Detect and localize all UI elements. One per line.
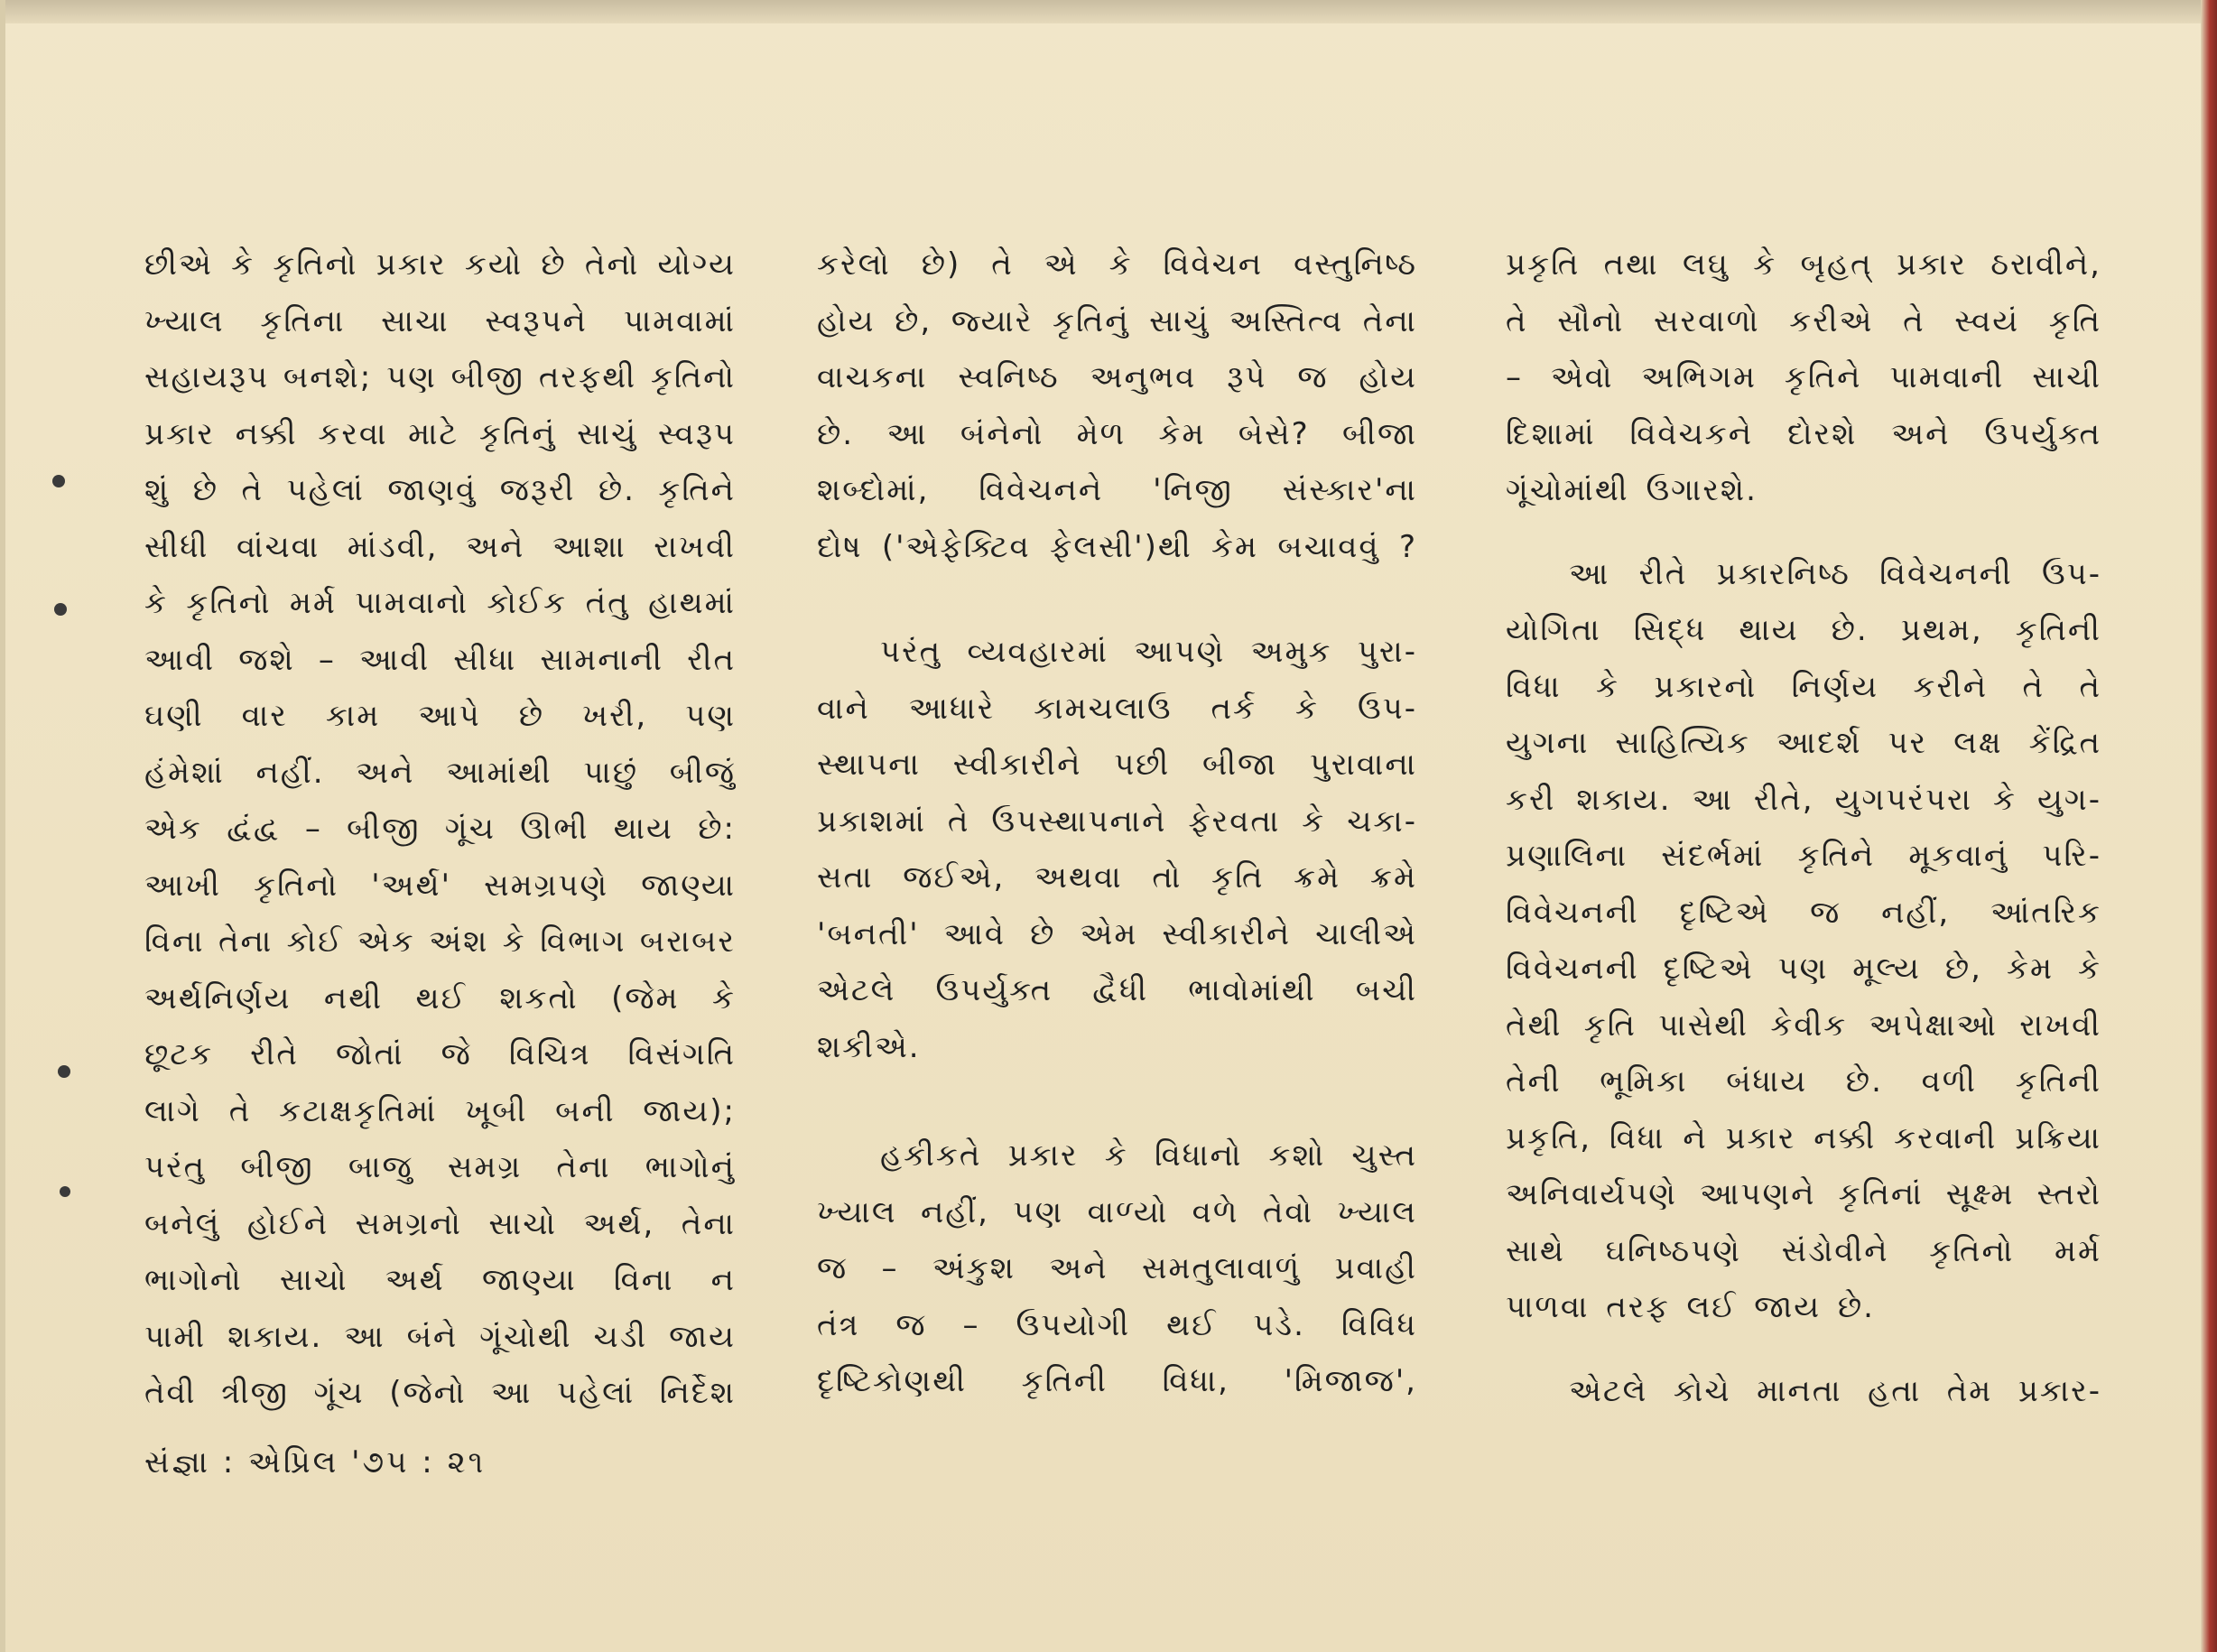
text-line: વાચકના સ્વનિષ્ઠ અનુભવ રૂપે જ હોય [817, 359, 1417, 395]
margin-dot [60, 1186, 70, 1197]
text-line: ગૂંચોમાંથી ઉગારશે. [1506, 472, 1758, 508]
paragraph [1506, 1363, 2101, 1420]
text-line: હંમેશાં નહીં. અને આમાંથી પાછું બીજું [144, 754, 736, 791]
text-line: વિના તેના કોઈ એક અંશ કે વિભાગ બરાબર [144, 923, 736, 960]
paragraph [144, 237, 736, 1422]
text-line: હકીકતે પ્રકાર કે વિધાનો કશો ચુસ્ત [880, 1137, 1417, 1174]
text-line: યુગના સાહિત્યિક આદર્શ પર લક્ષ કેંદ્રિત [1506, 725, 2101, 761]
text-line: શું છે તે પહેલાં જાણવું જરૂરી છે. કૃતિને [144, 472, 736, 508]
text-line: વિવેચનની દૃષ્ટિએ પણ મૂલ્ય છે, કેમ કે [1506, 951, 2101, 987]
paragraph-gap [817, 575, 1417, 624]
text-line: પરંતુ વ્યવહારમાં આપણે અમુક પુરા- [880, 634, 1417, 670]
text-line: સ્થાપના સ્વીકારીને પછી બીજા પુરાવાના [817, 747, 1417, 783]
text-line: એટલે કોચે માનતા હતા તેમ પ્રકાર- [1569, 1372, 2101, 1409]
text-line: સહાયરૂપ બનશે; પણ બીજી તરફથી કૃતિનો [144, 359, 736, 395]
text-line: લાગે તે કટાક્ષકૃતિમાં ખૂબી બની જાય); [144, 1092, 736, 1129]
text-line: આખી કૃતિનો 'અર્થ' સમગ્રપણે જાણ્યા [144, 867, 736, 904]
text-line: સીધી વાંચવા માંડવી, અને આશા રાખવી [144, 528, 736, 565]
margin-dot [52, 475, 65, 487]
text-line: પ્રકાર નક્કી કરવા માટે કૃતિનું સાચું સ્વરૂપ [144, 415, 736, 452]
text-line: તેથી કૃતિ પાસેથી કેવીક અપેક્ષાઓ રાખવી [1506, 1007, 2101, 1044]
text-line: આવી જશે – આવી સીધા સામનાની રીત [144, 641, 736, 678]
text-line: દોષ ('એફેક્ટિવ ફેલસી')થી કેમ બચાવવું ? [817, 528, 1417, 565]
text-line: વાને આધારે કામચલાઉ તર્ક કે ઉપ- [817, 690, 1417, 727]
paragraph [817, 624, 1417, 1075]
paragraph-gap [1506, 1336, 2101, 1363]
paragraph-gap [1506, 519, 2101, 546]
page-footer: સંજ્ઞા : એપ્રિલ '૭૫ : ૨૧ [144, 1444, 487, 1480]
paragraph [817, 237, 1417, 575]
text-line: શબ્દોમાં, વિવેચનને 'નિજી સંસ્કાર'ના [817, 472, 1417, 508]
page-top-edge [0, 0, 2217, 23]
text-line: કે કૃતિનો મર્મ પામવાનો કોઈક તંતુ હાથમાં [144, 585, 736, 621]
text-line: પરંતુ બીજી બાજુ સમગ્ર તેના ભાગોનું [144, 1149, 736, 1185]
text-line: દૃષ્ટિકોણથી કૃતિની વિધા, 'મિજાજ', [817, 1363, 1417, 1399]
text-line: – એવો અભિગમ કૃતિને પામવાની સાચી [1506, 359, 2101, 395]
text-line: પાળવા તરફ લઈ જાય છે. [1506, 1289, 1875, 1325]
paragraph-gap [817, 1075, 1417, 1128]
text-column-3 [1506, 237, 2101, 1419]
text-line: જ – અંકુશ અને સમતુલાવાળું પ્રવાહી [817, 1250, 1417, 1286]
text-line: કરી શકાય. આ રીતે, યુગપરંપરા કે યુગ- [1506, 781, 2101, 818]
text-line: વિધા કે પ્રકારનો નિર્ણય કરીને તે તે [1506, 668, 2101, 705]
paragraph [1506, 237, 2101, 519]
text-line: તંત્ર જ – ઉપયોગી થઈ પડે. વિવિધ [817, 1306, 1417, 1343]
text-line: આ રીતે પ્રકારનિષ્ઠ વિવેચનની ઉપ- [1569, 555, 2101, 592]
text-line: બનેલું હોઈને સમગ્રનો સાચો અર્થ, તેના [144, 1205, 736, 1242]
text-line: પ્રકૃતિ તથા લઘુ કે બૃહત્ પ્રકાર ઠરાવીને, [1506, 246, 2101, 283]
page-left-edge [0, 0, 5, 1652]
text-line: પ્રણાલિના સંદર્ભમાં કૃતિને મૂકવાનું પરિ- [1506, 838, 2101, 874]
text-line: હોય છે, જ્યારે કૃતિનું સાચું અસ્તિત્વ તેના [817, 302, 1417, 339]
text-line: સાથે ઘનિષ્ઠપણે સંડોવીને કૃતિનો મર્મ [1506, 1232, 2101, 1269]
text-line: ખ્યાલ કૃતિના સાચા સ્વરૂપને પામવામાં [144, 302, 736, 339]
text-line: તેની ભૂમિકા બંધાય છે. વળી કૃતિની [1506, 1063, 2101, 1100]
text-column-2 [817, 237, 1417, 1410]
text-line: તે સૌનો સરવાળો કરીએ તે સ્વયં કૃતિ [1506, 302, 2101, 339]
margin-dot [54, 603, 67, 616]
text-line: એક દ્વંદ્વ – બીજી ગૂંચ ઊભી થાય છે: [144, 811, 736, 847]
text-line: તેવી ત્રીજી ગૂંચ (જેનો આ પહેલાં નિર્દેશ [144, 1375, 736, 1411]
text-line: અર્થનિર્ણય નથી થઈ શકતો (જેમ કે [144, 979, 736, 1016]
text-line: પ્રકૃતિ, વિધા ને પ્રકાર નક્કી કરવાની પ્રક્રિયા [1506, 1119, 2101, 1156]
text-line: અનિવાર્યપણે આપણને કૃતિનાં સૂક્ષ્મ સ્તરો [1506, 1176, 2101, 1212]
text-line: કરેલો છે) તે એ કે વિવેચન વસ્તુનિષ્ઠ [817, 246, 1417, 283]
text-line: છૂટક રીતે જોતાં જે વિચિત્ર વિસંગતિ [144, 1036, 736, 1072]
text-line: એટલે ઉપર્યુક્ત દ્વૈધી ભાવોમાંથી બચી [817, 972, 1417, 1008]
text-line: પામી શકાય. આ બંને ગૂંચોથી ચડી જાય [144, 1318, 736, 1355]
text-line: 'બનતી' આવે છે એમ સ્વીકારીને ચાલીએ [817, 915, 1417, 952]
text-line: છીએ કે કૃતિનો પ્રકાર કયો છે તેનો યોગ્ય [144, 246, 736, 283]
text-line: ઘણી વાર કામ આપે છે ખરી, પણ [144, 698, 736, 734]
text-line: ભાગોનો સાચો અર્થ જાણ્યા વિના ન [144, 1262, 736, 1298]
text-line: વિવેચનની દૃષ્ટિએ જ નહીં, આંતરિક [1506, 894, 2101, 931]
paragraph [817, 1128, 1417, 1410]
text-line: છે. આ બંનેનો મેળ કેમ બેસે? બીજા [817, 415, 1417, 452]
margin-dot [58, 1065, 70, 1078]
paragraph [1506, 546, 2101, 1336]
text-column-1 [144, 237, 736, 1422]
text-line: શકીએ. [817, 1028, 921, 1065]
text-line: દિશામાં વિવેચકને દોરશે અને ઉપર્યુક્ત [1506, 415, 2101, 452]
text-line: પ્રકાશમાં તે ઉપસ્થાપનાને ફેરવતા કે ચકા- [817, 803, 1417, 840]
text-line: યોગિતા સિદ્ધ થાય છે. પ્રથમ, કૃતિની [1506, 612, 2101, 648]
text-line: સતા જઈએ, અથવા તો કૃતિ ક્રમે ક્રમે [817, 859, 1417, 896]
page-right-edge [2201, 0, 2217, 1652]
text-line: ખ્યાલ નહીં, પણ વાળ્યો વળે તેવો ખ્યાલ [817, 1193, 1417, 1230]
